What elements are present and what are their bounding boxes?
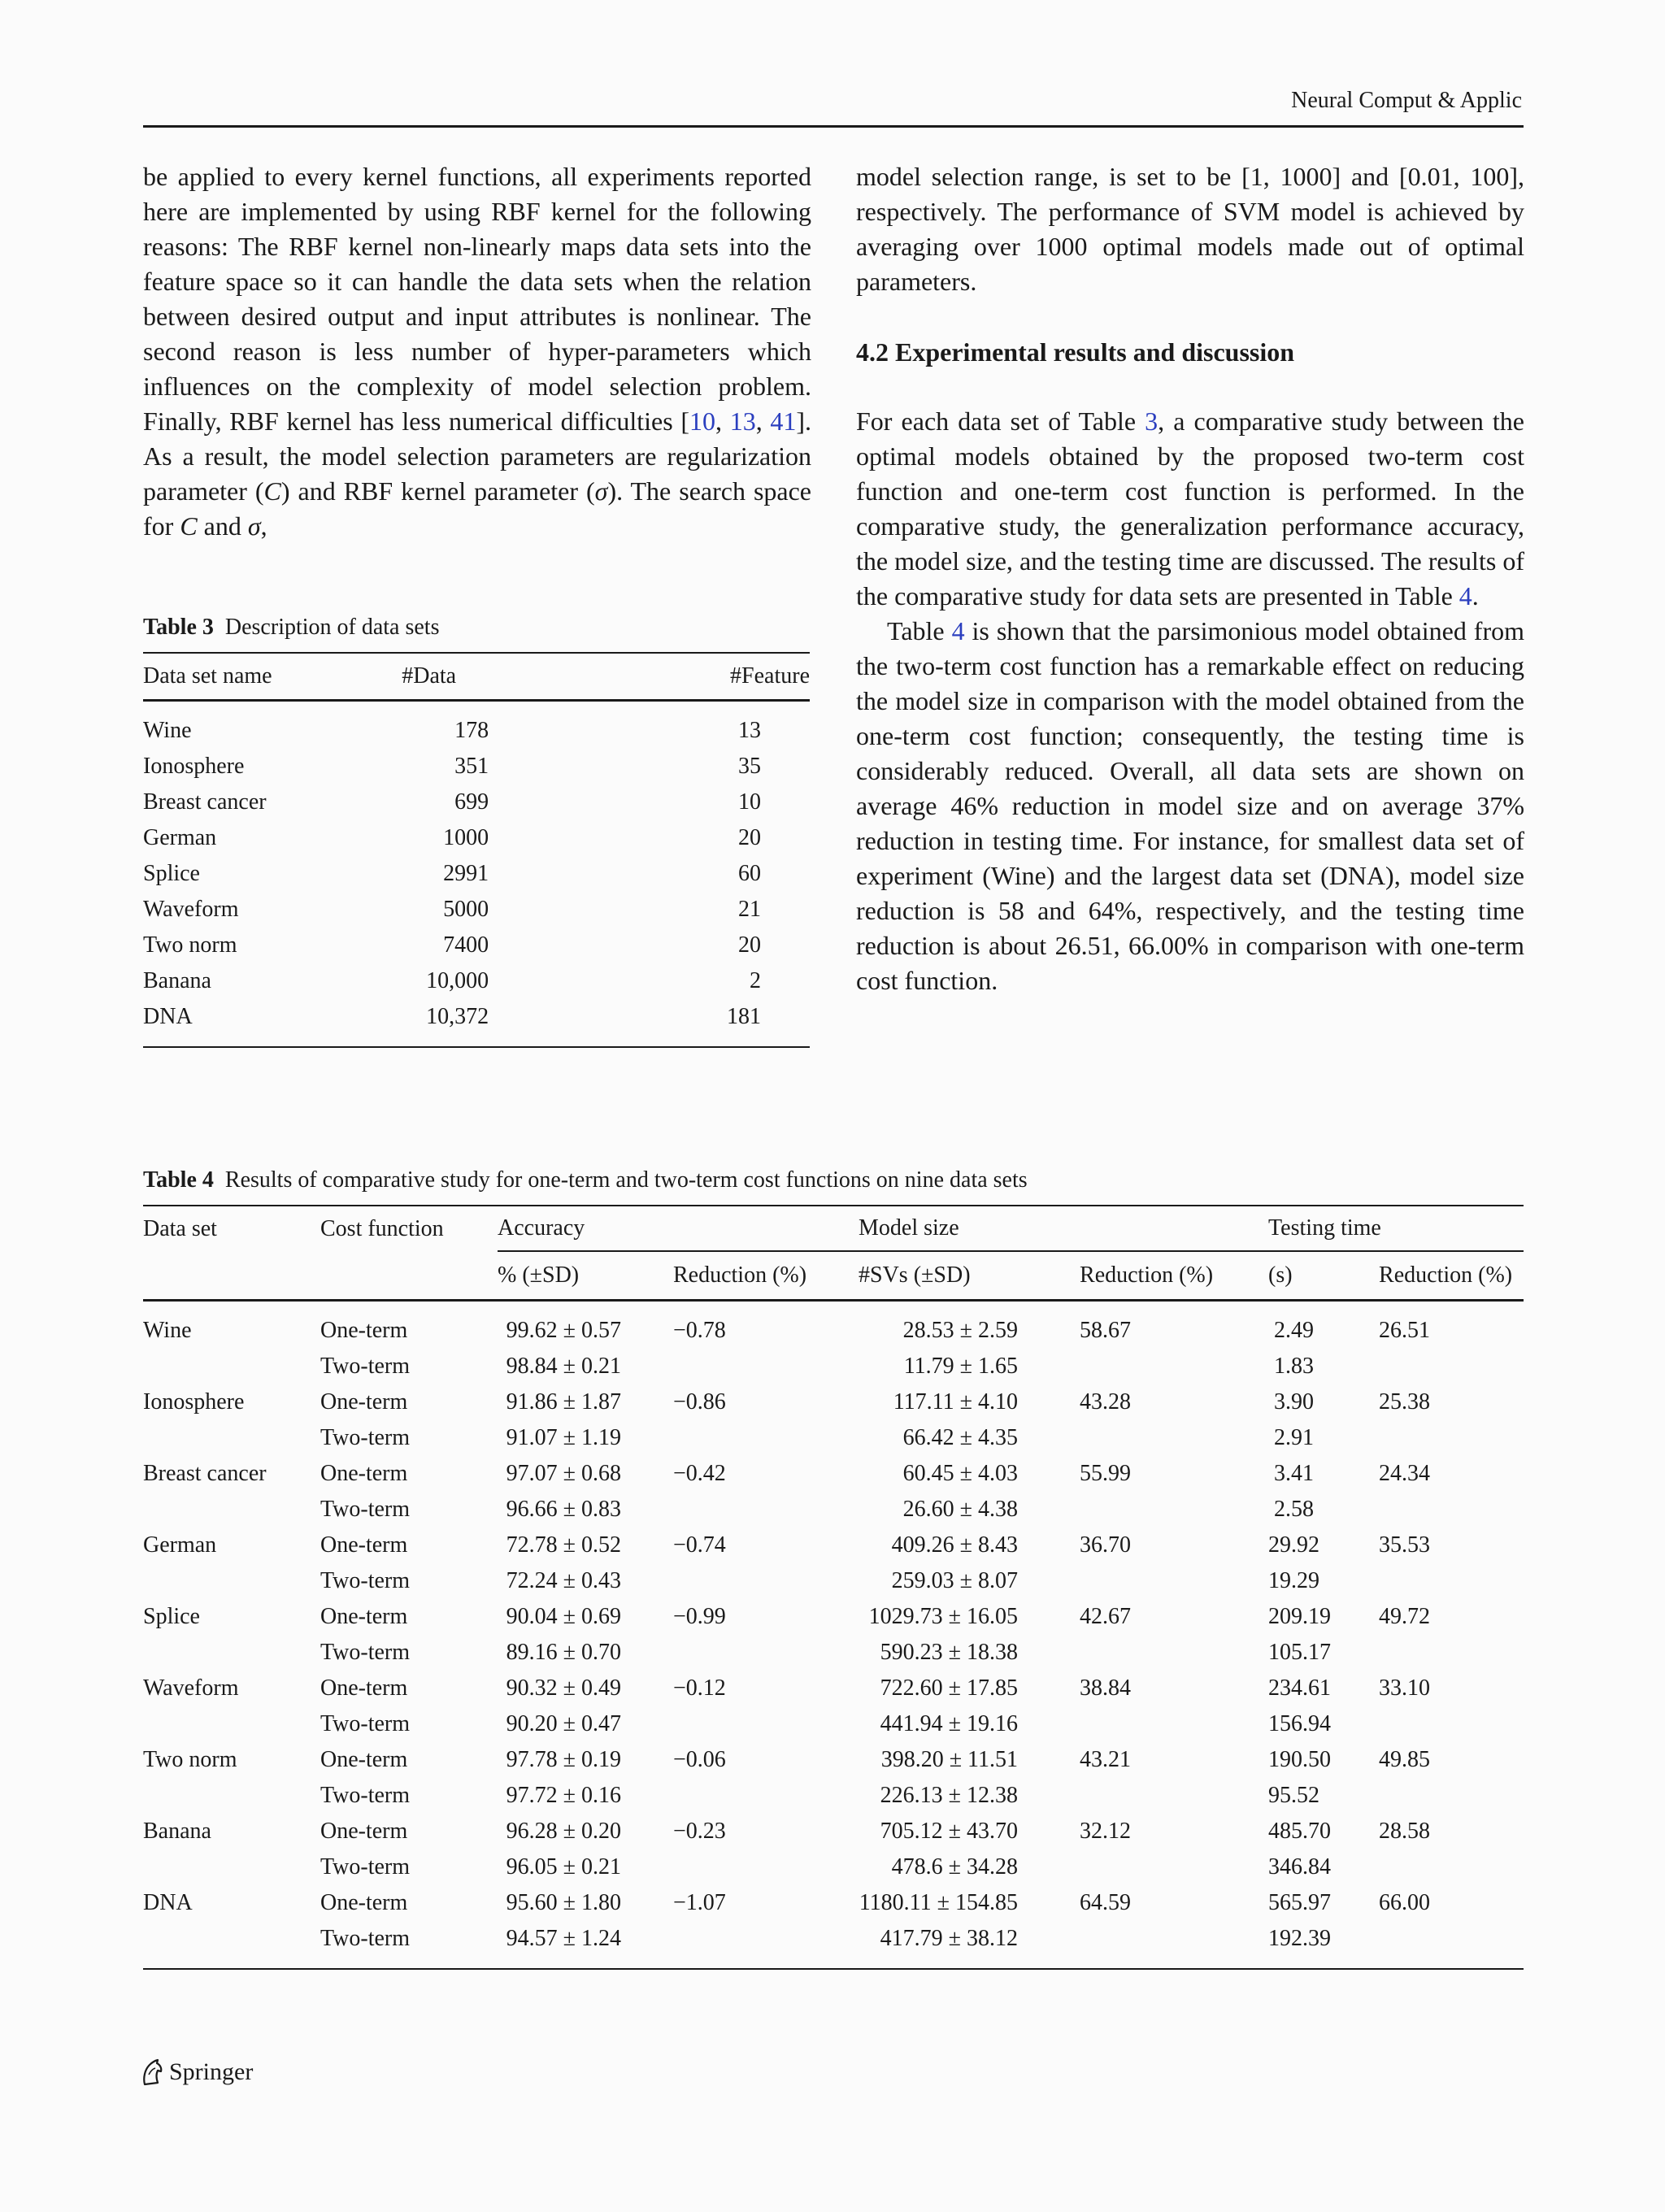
table4-cell: Two norm [143, 1747, 237, 1772]
table4-cell [143, 1349, 320, 1384]
table4-cell: 259.03 ± 8.07 [891, 1568, 1019, 1593]
table4-cell: Banana [143, 1819, 211, 1844]
table3-cell: 699 [454, 789, 489, 815]
right-column [856, 159, 1524, 998]
table4-row [143, 1706, 1524, 1742]
table4-cell [1080, 1635, 1268, 1671]
table4-cell: 2.58 [1274, 1497, 1315, 1522]
table4-cell: One-term [320, 1318, 408, 1343]
table4-cell: 1.83 [1274, 1354, 1315, 1379]
table3-cell: 5000 [443, 897, 489, 922]
table4-cell [1080, 1349, 1268, 1384]
table4-cell: 42.67 [1080, 1604, 1132, 1629]
table3-header: #Feature [702, 653, 810, 701]
table4-cell: −0.99 [673, 1604, 726, 1629]
citation-link[interactable]: 3 [1145, 406, 1159, 436]
table4 [143, 1205, 1524, 1970]
table3-row [143, 928, 810, 963]
table4-header-dataset: Data set [143, 1206, 320, 1251]
table4-cell [1379, 1420, 1524, 1456]
table3-cell: Two norm [143, 932, 237, 958]
table4-cell [1080, 1778, 1268, 1814]
table4-cell: 590.23 ± 18.38 [880, 1640, 1019, 1665]
table4-cell: 192.39 [1268, 1921, 1379, 1969]
table4-cell: 49.85 [1379, 1747, 1431, 1772]
table3-cell: 13 [738, 718, 761, 743]
table4-subheader: Reduction (%) [673, 1251, 859, 1301]
table4-cell: Two-term [320, 1640, 411, 1665]
table4-cell [673, 1635, 859, 1671]
table4-cell: 58.67 [1080, 1318, 1132, 1343]
table4-cell: 3.90 [1274, 1389, 1315, 1415]
publisher-name: Springer [169, 2058, 254, 2085]
table4-row [143, 1492, 1524, 1528]
table3-cell: 20 [738, 932, 761, 958]
table4-cell: 97.07 ± 0.68 [506, 1461, 621, 1486]
table4-cell [1379, 1492, 1524, 1528]
table4-cell: 72.24 ± 0.43 [506, 1568, 621, 1593]
table4-cell [1379, 1706, 1524, 1742]
table4-cell: One-term [320, 1747, 408, 1772]
table4-cell: 1180.11 ± 154.85 [859, 1890, 1019, 1915]
table4-cell: 72.78 ± 0.52 [506, 1532, 621, 1558]
table3-cell: 351 [454, 754, 489, 779]
table4-cell: Two-term [320, 1354, 411, 1379]
table4-cell: 417.79 ± 38.12 [859, 1921, 1080, 1969]
table4-cell [143, 1849, 320, 1885]
table4-cell: Two-term [320, 1497, 411, 1522]
table3-cell: Banana [143, 968, 211, 993]
body-paragraph: be applied to every kernel functions, all experiments reported here are implemented by using RBF kernel for the following reasons: The RBF kernel non-linearly maps data sets into the feature space so it can handle the data sets when the relation between desired output and input attributes is nonlinear. The second reason is less number of hyper-parameters which influences on the complexity of model selection problem. Finally, RBF kernel has less numerical difficulties [10, 13, 41]. As a result, the model selection parameters are regularization parameter (C) and RBF kernel parameter (σ). The search space for C and σ, [143, 162, 812, 541]
table4-cell: 25.38 [1379, 1389, 1431, 1415]
body-paragraph: Table 4 is shown that the parsimonious model obtained from the two-term cost function has a remarkable effect on reducing the model size in comparison with the model obtained from the one-term cost function; consequently, the testing time is considerably reduced. Overall, all data sets are shown on average 46% reduction in model size and on average 37% reduction in testing time. For instance, for smallest data set of experiment (Wine) and the largest data set (DNA), model size reduction is 58 and 64%, respectively, and the testing time reduction is about 26.51, 66.00% in comparison with one-term cost function. [856, 616, 1525, 995]
table3-cell: 2 [750, 968, 761, 993]
table4-row [143, 1349, 1524, 1384]
table4-cell: −1.07 [673, 1890, 726, 1915]
table4-cell: Two-term [320, 1425, 411, 1450]
table4-cell: DNA [143, 1890, 193, 1915]
table3-cell: 10 [738, 789, 761, 815]
table4-cell: Two-term [320, 1783, 411, 1808]
table4-row [143, 1384, 1524, 1420]
table3-row [143, 963, 810, 999]
table4-cell [143, 1921, 320, 1969]
table4-cell: −0.23 [673, 1819, 726, 1844]
table3-cell: Splice [143, 861, 200, 886]
table4-cell [1379, 1563, 1524, 1599]
table4-cell: 398.20 ± 11.51 [880, 1747, 1019, 1772]
citation-link[interactable]: 4 [951, 616, 965, 645]
table4-cell: −0.78 [673, 1318, 726, 1343]
table4-cell: 29.92 [1268, 1532, 1320, 1558]
table4-cell: 28.58 [1379, 1819, 1431, 1844]
table4-row [143, 1456, 1524, 1492]
table3 [143, 652, 810, 1048]
table4-cell: 55.99 [1080, 1461, 1132, 1486]
table4-cell: 705.12 ± 43.70 [880, 1819, 1019, 1844]
table4-cell: 478.6 ± 34.28 [891, 1854, 1019, 1880]
table4-cell: Two-term [320, 1711, 411, 1736]
table3-row [143, 999, 810, 1047]
table4-cell: 226.13 ± 12.38 [880, 1783, 1019, 1808]
table4-cell: 19.29 [1268, 1568, 1320, 1593]
table4-header-cost: Cost function [320, 1206, 498, 1251]
table4-cell: Wine [143, 1318, 192, 1343]
table4-cell [673, 1492, 859, 1528]
table4-row [143, 1563, 1524, 1599]
table4-cell: 90.20 ± 0.47 [506, 1711, 621, 1736]
table4-cell: Ionosphere [143, 1389, 245, 1415]
table4-cell: 441.94 ± 19.16 [880, 1711, 1019, 1736]
table4-cell: 96.05 ± 0.21 [506, 1854, 621, 1880]
table4-cell: 49.72 [1379, 1604, 1431, 1629]
table4-cell: 156.94 [1268, 1711, 1332, 1736]
table4-cell: 1029.73 ± 16.05 [868, 1604, 1019, 1629]
table4-subheader: (s) [1268, 1251, 1379, 1301]
table4-cell [1080, 1563, 1268, 1599]
table4-caption: Table 4 Results of comparative study for one-term and two-term cost functions on nine data sets [143, 1167, 1028, 1193]
table4-cell: 89.16 ± 0.70 [506, 1640, 621, 1665]
table3-cell: German [143, 825, 217, 850]
table3-row [143, 820, 810, 856]
table4-cell [143, 1706, 320, 1742]
table3-cell: 2991 [443, 861, 489, 886]
table3-caption: Table 3 Description of data sets [143, 615, 440, 640]
table4-row [143, 1778, 1524, 1814]
table4-cell: −0.42 [673, 1461, 726, 1486]
table4-cell: 485.70 [1268, 1819, 1332, 1844]
citation-link[interactable]: 13 [729, 406, 756, 436]
table4-cell: −0.74 [673, 1532, 726, 1558]
table4-cell: 36.70 [1080, 1532, 1132, 1558]
table4-cell [673, 1849, 859, 1885]
table4-cell: 94.57 ± 1.24 [498, 1921, 673, 1969]
table4-cell [143, 1563, 320, 1599]
table4-cell [673, 1563, 859, 1599]
table4-cell: 98.84 ± 0.21 [506, 1354, 621, 1379]
table4-cell: Two-term [320, 1921, 498, 1969]
table3-cell: Ionosphere [143, 754, 245, 779]
table3-row [143, 784, 810, 820]
table3-cell: 178 [454, 718, 489, 743]
table3-row [143, 749, 810, 784]
table4-row [143, 1814, 1524, 1849]
table4-cell: 43.28 [1080, 1389, 1132, 1415]
table4-cell: One-term [320, 1890, 408, 1915]
table4-cell [1379, 1635, 1524, 1671]
table4-cell [673, 1420, 859, 1456]
body-paragraph: For each data set of Table 3, a comparative study between the optimal models obtained by the proposed two-term cost function and one-term cost function is performed. In the comparative study, the generalization performance accuracy, the model size, and the testing time are discussed. The results of the comparative study for data sets are presented in Table 4. [856, 406, 1525, 611]
table4-cell: Two-term [320, 1568, 411, 1593]
table4-row [143, 1420, 1524, 1456]
table4-cell: One-term [320, 1675, 408, 1701]
section-heading: 4.2 Experimental results and discussion [856, 337, 1295, 367]
table4-cell [673, 1349, 859, 1384]
table3-cell: 7400 [443, 932, 489, 958]
table4-cell: One-term [320, 1389, 408, 1415]
table4-row [143, 1599, 1524, 1635]
table3-row [143, 701, 810, 750]
footer [140, 2058, 253, 2086]
table4-cell: −0.86 [673, 1389, 726, 1415]
table4-header-accuracy: Accuracy [498, 1206, 859, 1251]
table4-subheader: % (±SD) [498, 1251, 673, 1301]
table4-cell: 43.21 [1080, 1747, 1132, 1772]
table3-cell: 35 [738, 754, 761, 779]
table3-cell: 1000 [443, 825, 489, 850]
table4-cell: 26.60 ± 4.38 [902, 1497, 1019, 1522]
table4-cell: Splice [143, 1604, 200, 1629]
table4-cell: 2.91 [1274, 1425, 1315, 1450]
table4-cell [1379, 1778, 1524, 1814]
table3-row [143, 856, 810, 892]
left-column [143, 159, 811, 544]
table4-row [143, 1921, 1524, 1969]
table4-cell: 66.00 [1379, 1890, 1431, 1915]
table3-cell: 10,000 [426, 968, 489, 993]
table4-subheader: #SVs (±SD) [859, 1251, 1080, 1301]
table4-cell: German [143, 1532, 217, 1558]
citation-link[interactable]: 10 [689, 406, 716, 436]
table4-cell: 64.59 [1080, 1890, 1132, 1915]
table4-cell: 90.32 ± 0.49 [506, 1675, 621, 1701]
table4-header-testing-time: Testing time [1268, 1206, 1524, 1251]
table4-cell: 97.78 ± 0.19 [506, 1747, 621, 1772]
table4-cell: 32.12 [1080, 1819, 1132, 1844]
citation-link[interactable]: 4 [1459, 581, 1472, 611]
table4-cell: −0.12 [673, 1675, 726, 1701]
table4-cell: 209.19 [1268, 1604, 1332, 1629]
table4-cell: 66.42 ± 4.35 [902, 1425, 1019, 1450]
table4-cell: 117.11 ± 4.10 [893, 1389, 1019, 1415]
table4-cell: One-term [320, 1604, 408, 1629]
table4-cell [1080, 1849, 1268, 1885]
table4-cell: 91.86 ± 1.87 [506, 1389, 621, 1415]
table4-cell: Two-term [320, 1854, 411, 1880]
table4-row [143, 1635, 1524, 1671]
table4-row [143, 1671, 1524, 1706]
table3-cell: 21 [738, 897, 761, 922]
table4-cell: Waveform [143, 1675, 239, 1701]
table4-cell: 35.53 [1379, 1532, 1431, 1558]
table4-cell: 97.72 ± 0.16 [506, 1783, 621, 1808]
table4-cell: 95.52 [1268, 1783, 1320, 1808]
table4-cell: 33.10 [1379, 1675, 1431, 1701]
table4-cell [1379, 1921, 1524, 1969]
table4-cell: 722.60 ± 17.85 [880, 1675, 1019, 1701]
table4-row [143, 1849, 1524, 1885]
table4-cell: One-term [320, 1532, 408, 1558]
table4-subheader: Reduction (%) [1379, 1251, 1524, 1301]
table4-cell [143, 1635, 320, 1671]
table3-cell: Breast cancer [143, 789, 267, 815]
table4-subheader: Reduction (%) [1080, 1251, 1268, 1301]
table4-cell: 60.45 ± 4.03 [902, 1461, 1019, 1486]
table4-cell: −0.06 [673, 1747, 726, 1772]
table4-cell: One-term [320, 1819, 408, 1844]
table3-cell: Wine [143, 718, 192, 743]
table4-cell: One-term [320, 1461, 408, 1486]
table4-cell [1080, 1921, 1268, 1969]
table4-cell: 11.79 ± 1.65 [903, 1354, 1019, 1379]
table4-cell [143, 1778, 320, 1814]
table4-row [143, 1885, 1524, 1921]
table4-cell: 26.51 [1379, 1318, 1431, 1343]
table4-cell [1080, 1420, 1268, 1456]
table3-cell: Waveform [143, 897, 239, 922]
table4-cell: 346.84 [1268, 1854, 1332, 1880]
table4-cell [673, 1778, 859, 1814]
table4-cell [673, 1706, 859, 1742]
table4-cell: 2.49 [1274, 1318, 1315, 1343]
table4-cell: 96.66 ± 0.83 [506, 1497, 621, 1522]
table3-cell: 181 [702, 999, 810, 1047]
table4-cell: 28.53 ± 2.59 [902, 1318, 1019, 1343]
table4-cell: 234.61 [1268, 1675, 1332, 1701]
springer-horse-icon [140, 2058, 164, 2086]
citation-link[interactable]: 41 [770, 406, 797, 436]
table4-cell [673, 1921, 859, 1969]
table4-cell: 90.04 ± 0.69 [506, 1604, 621, 1629]
table4-row [143, 1742, 1524, 1778]
table4-cell [143, 1420, 320, 1456]
table4-cell: 24.34 [1379, 1461, 1431, 1486]
table4-cell: 565.97 [1268, 1890, 1332, 1915]
table4-cell: 38.84 [1080, 1675, 1132, 1701]
table4-cell [1080, 1706, 1268, 1742]
table3-cell: 10,372 [311, 999, 702, 1047]
table4-cell [1379, 1849, 1524, 1885]
table4-cell: Breast cancer [143, 1461, 267, 1486]
table4-cell: 3.41 [1274, 1461, 1315, 1486]
table4-cell: 190.50 [1268, 1747, 1332, 1772]
table4-cell [1379, 1349, 1524, 1384]
table4-header-model-size: Model size [859, 1206, 1268, 1251]
table4-cell [1080, 1492, 1268, 1528]
table4-cell: 95.60 ± 1.80 [506, 1890, 621, 1915]
table4-cell: 91.07 ± 1.19 [506, 1425, 621, 1450]
journal-name: Neural Comput & Applic [1291, 88, 1522, 113]
table4-cell [143, 1492, 320, 1528]
body-paragraph: model selection range, is set to be [1, 1000] and [0.01, 100], respectively. The performance of SVM model is achieved by averaging over 1000 optimal models made out of optimal parameters. [856, 162, 1524, 296]
table3-header: Data set name [143, 653, 311, 701]
table4-cell: 96.28 ± 0.20 [506, 1819, 621, 1844]
table4-row [143, 1301, 1524, 1349]
table4-row [143, 1528, 1524, 1563]
table4-cell: 105.17 [1268, 1640, 1332, 1665]
table3-row [143, 892, 810, 928]
table3-cell: 60 [738, 861, 761, 886]
table3-cell: DNA [143, 999, 311, 1047]
table3-header: #Data [311, 653, 702, 701]
table4-cell: 99.62 ± 0.57 [506, 1318, 621, 1343]
table3-cell: 20 [738, 825, 761, 850]
table4-cell: 409.26 ± 8.43 [891, 1532, 1019, 1558]
header-rule [143, 125, 1524, 128]
